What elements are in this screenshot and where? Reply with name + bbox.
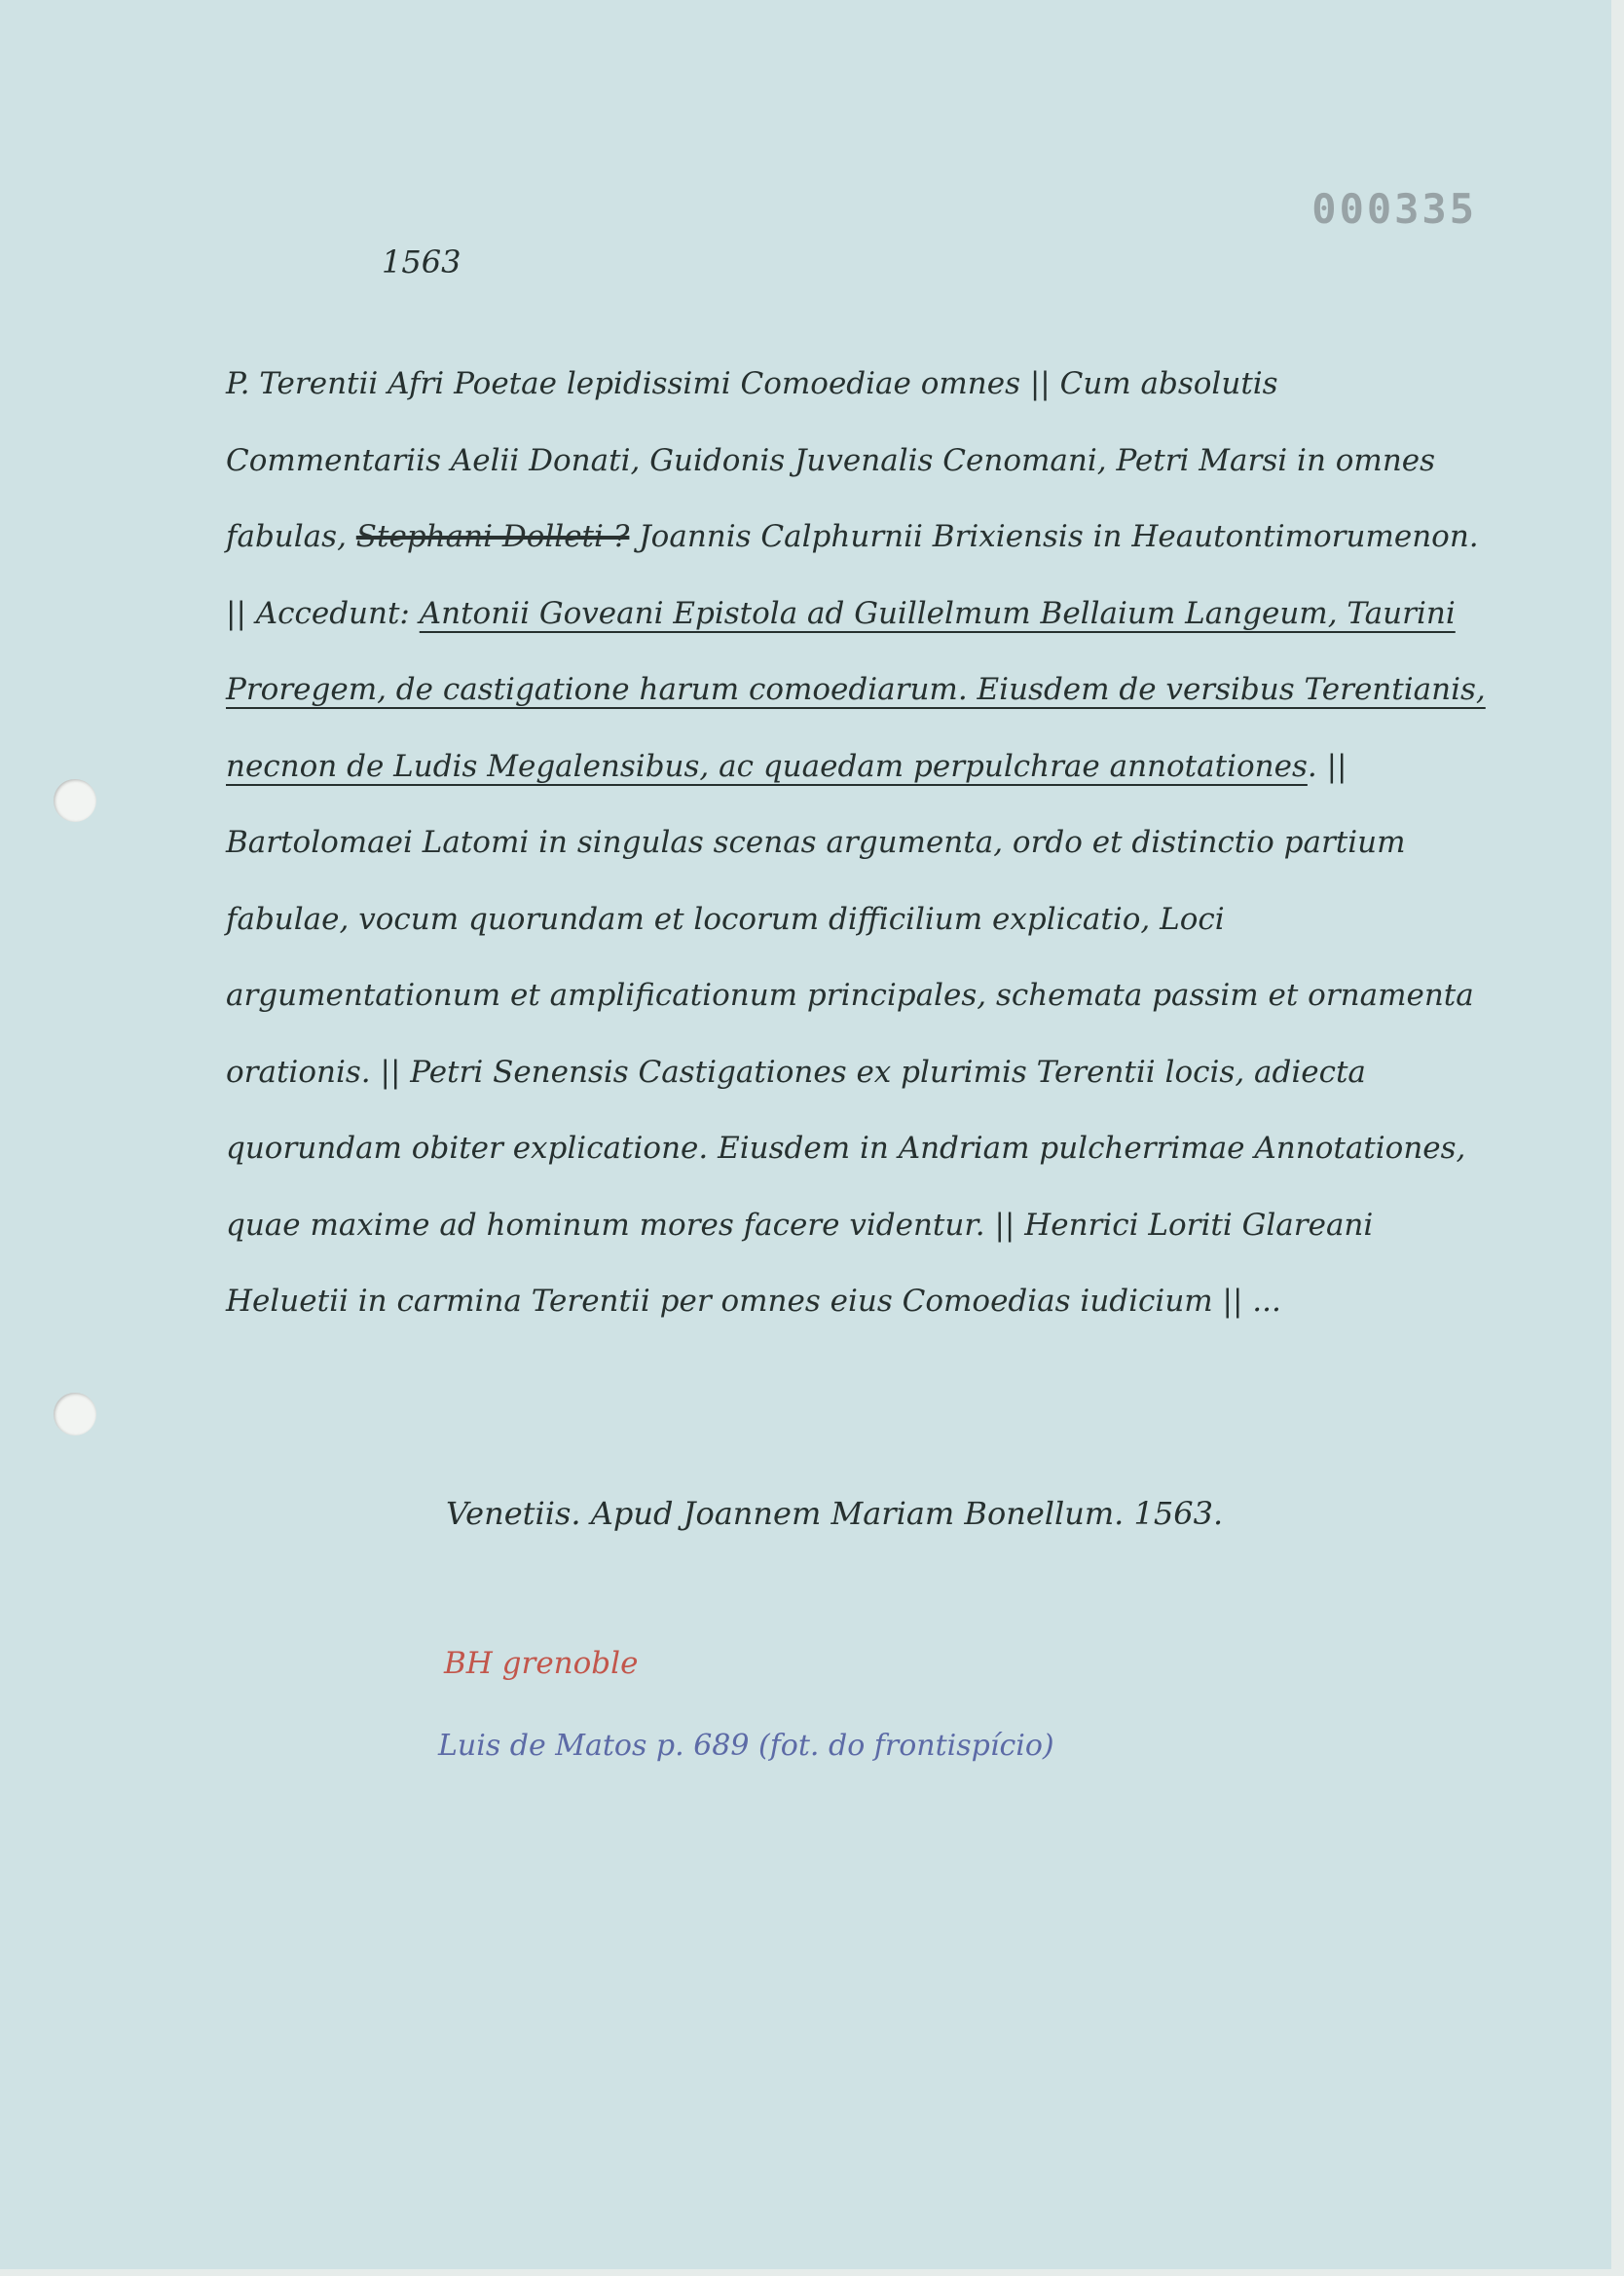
record-segment: Joannis Calphurnii Brixiensis in Heautontimorumenon. || Accedunt: [226, 519, 1479, 631]
punch-hole [54, 779, 96, 822]
bibliographic-record [226, 346, 1501, 1340]
reference-note: Luis de Matos p. 689 (fot. do frontispício) [438, 1729, 1054, 1763]
struck-out-text: Stephani Dolleti ? [355, 519, 630, 554]
underlined-text: Antonii Goveani Epistola ad Guillelmum Bellaium Langeum, Taurini Proregem, de castigatione harum comoediarum. Eiusdem de versibus Terentianis, necnon de Ludis Megalensibus, ac quaedam perpulchrae annotationes [226, 595, 1486, 784]
record-segment: P. Terentii Afri Poetae lepidissimi Comoediae omnes || Cum absolutis Commentariis Aelii Donati, Guidonis Juvenalis Cenomani, Petri Marsi in omnes fabulas, [226, 366, 1436, 554]
imprint-line: Venetiis. Apud Joannem Mariam Bonellum. 1563. [446, 1495, 1224, 1532]
publication-year: 1563 [382, 243, 461, 280]
library-note: BH grenoble [444, 1646, 639, 1681]
punch-hole [54, 1393, 96, 1436]
record-segment: . || Bartolomaei Latomi in singulas scenas argumenta, ordo et distinctio partium fabulae, vocum quorundam et locorum difficilium explicatio, Loci argumentationum et amplificationum principales, schemata passim et ornamenta orationis. || Petri Senensis Castigationes ex plurimis Terentii locis, adiecta quorundam obiter explicatione. Eiusdem in Andriam pulcherrimae Annotationes, quae maxime ad hominum mores facere videntur. || Henrici Loriti Glareani Heluetii in carmina Terentii per omnes eius Comoedias iudicium || ... [226, 748, 1474, 1319]
record-number: 000335 [1311, 185, 1477, 233]
